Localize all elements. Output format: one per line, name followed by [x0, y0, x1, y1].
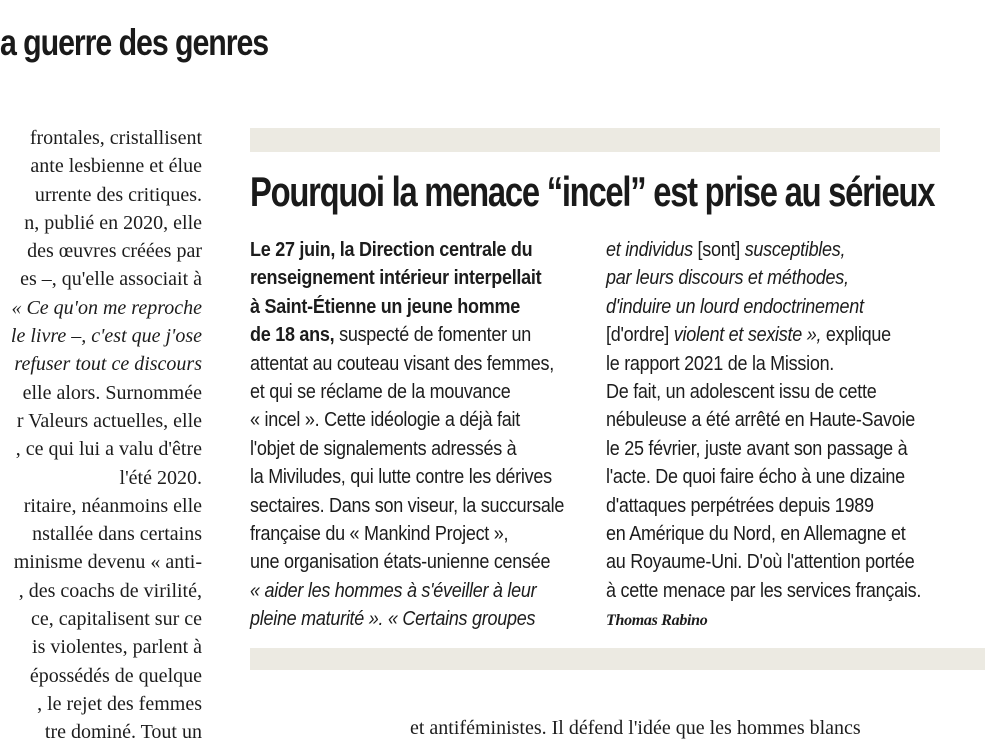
text-line: le rapport 2021 de la Mission.	[606, 352, 835, 375]
sidebar-column-a	[250, 236, 599, 634]
text-run: [sont]	[692, 239, 745, 261]
text-line: en Amérique du Nord, en Allemagne et	[606, 523, 906, 546]
text-run: [d'ordre]	[606, 324, 674, 347]
text-line: d'induire un lourd endoctrinement	[606, 295, 864, 318]
text-line: française du « Mankind Project »,	[250, 523, 509, 546]
text-line: frontales, cristallisent	[29, 127, 202, 149]
text-line: Le 27 juin, la Direction centrale du	[250, 239, 533, 261]
text-line: « aider les hommes à s'éveiller à leur	[250, 579, 537, 602]
text-line: refuser tout ce discours	[14, 353, 202, 376]
text-line: r Valeurs actuelles, elle	[16, 409, 202, 432]
text-line: d'attaques perpétrées depuis 1989	[606, 494, 874, 517]
text-line: l'acte. De quoi faire écho à une dizaine	[606, 466, 905, 489]
text-line: par leurs discours et méthodes,	[606, 267, 849, 290]
text-run: susceptibles,	[744, 239, 846, 261]
text-line: urrente des critiques.	[34, 183, 202, 206]
text-line: ritaire, néanmoins elle	[23, 494, 202, 517]
text-line: pleine maturité ». « Certains groupes	[250, 608, 536, 631]
text-line	[606, 236, 921, 264]
text-line: is violentes, parlent à	[32, 636, 202, 659]
text-line: , le rejet des femmes	[37, 692, 202, 715]
text-run: et individus	[606, 239, 693, 261]
text-line: nébuleuse a été arrêté en Haute-Savoie	[606, 409, 915, 432]
text-run: violent et sexiste »,	[673, 324, 822, 347]
author-signature: Thomas Rabino	[606, 612, 708, 630]
text-line: à Saint-Étienne un jeune homme	[250, 295, 520, 318]
text-line: l'été 2020.	[119, 466, 202, 489]
text-run: explique	[821, 324, 891, 347]
text-line: l'objet de signalements adressés à	[250, 437, 517, 460]
text-line: renseignement intérieur interpellait	[250, 267, 542, 290]
text-line: à cette menace par les services français.	[606, 579, 922, 602]
text-line: n, publié en 2020, elle	[24, 211, 202, 234]
text-run: suspecté de fomenter un	[334, 324, 532, 347]
text-line: des œuvres créées par	[27, 240, 202, 263]
text-line: au Royaume-Uni. D'où l'attention portée	[606, 551, 915, 574]
text-line: minisme devenu « anti-	[13, 551, 202, 574]
sidebar-title: Pourquoi la menace “incel” est prise au sérieux	[250, 168, 935, 215]
text-line: elle alors. Surnommée	[22, 381, 202, 404]
text-line: nstallée dans certains	[32, 523, 202, 546]
text-line: es –, qu'elle associait à	[20, 268, 202, 291]
text-line	[606, 321, 921, 349]
text-line: une organisation états-unienne censée	[250, 551, 551, 574]
text-line: sectaires. Dans son viseur, la succursale	[250, 494, 565, 517]
text-line: attentat au couteau visant des femmes,	[250, 352, 554, 375]
text-line: le livre –, c'est que j'ose	[10, 325, 202, 348]
text-line: tre dominé. Tout un	[44, 721, 202, 744]
article-left-column	[0, 124, 202, 747]
article-title: a guerre des genres	[0, 22, 269, 63]
text-line	[250, 321, 564, 349]
sidebar-column-b	[606, 236, 956, 636]
text-line: « Ce qu'on me reproche	[11, 296, 202, 319]
text-run: de 18 ans,	[250, 324, 335, 347]
article-continuation-line: et antiféministes. Il défend l'idée que les hommes blancs	[410, 717, 861, 739]
text-line: , des coachs de virilité,	[18, 579, 202, 602]
sidebar-top-band	[250, 128, 940, 152]
text-line: ante lesbienne et élue	[30, 155, 202, 178]
text-line: la Miviludes, qui lutte contre les dérives	[250, 466, 552, 489]
sidebar-bottom-band	[250, 648, 985, 670]
text-line: ce, capitalisent sur ce	[30, 608, 202, 631]
text-line: le 25 février, juste avant son passage à	[606, 437, 908, 460]
text-line: et qui se réclame de la mouvance	[250, 381, 511, 404]
text-line: « incel ». Cette idéologie a déjà fait	[250, 409, 520, 432]
text-line: , ce qui lui a valu d'être	[15, 438, 202, 461]
text-line: épossédés de quelque	[29, 664, 202, 687]
text-line: De fait, un adolescent issu de cette	[606, 381, 877, 404]
